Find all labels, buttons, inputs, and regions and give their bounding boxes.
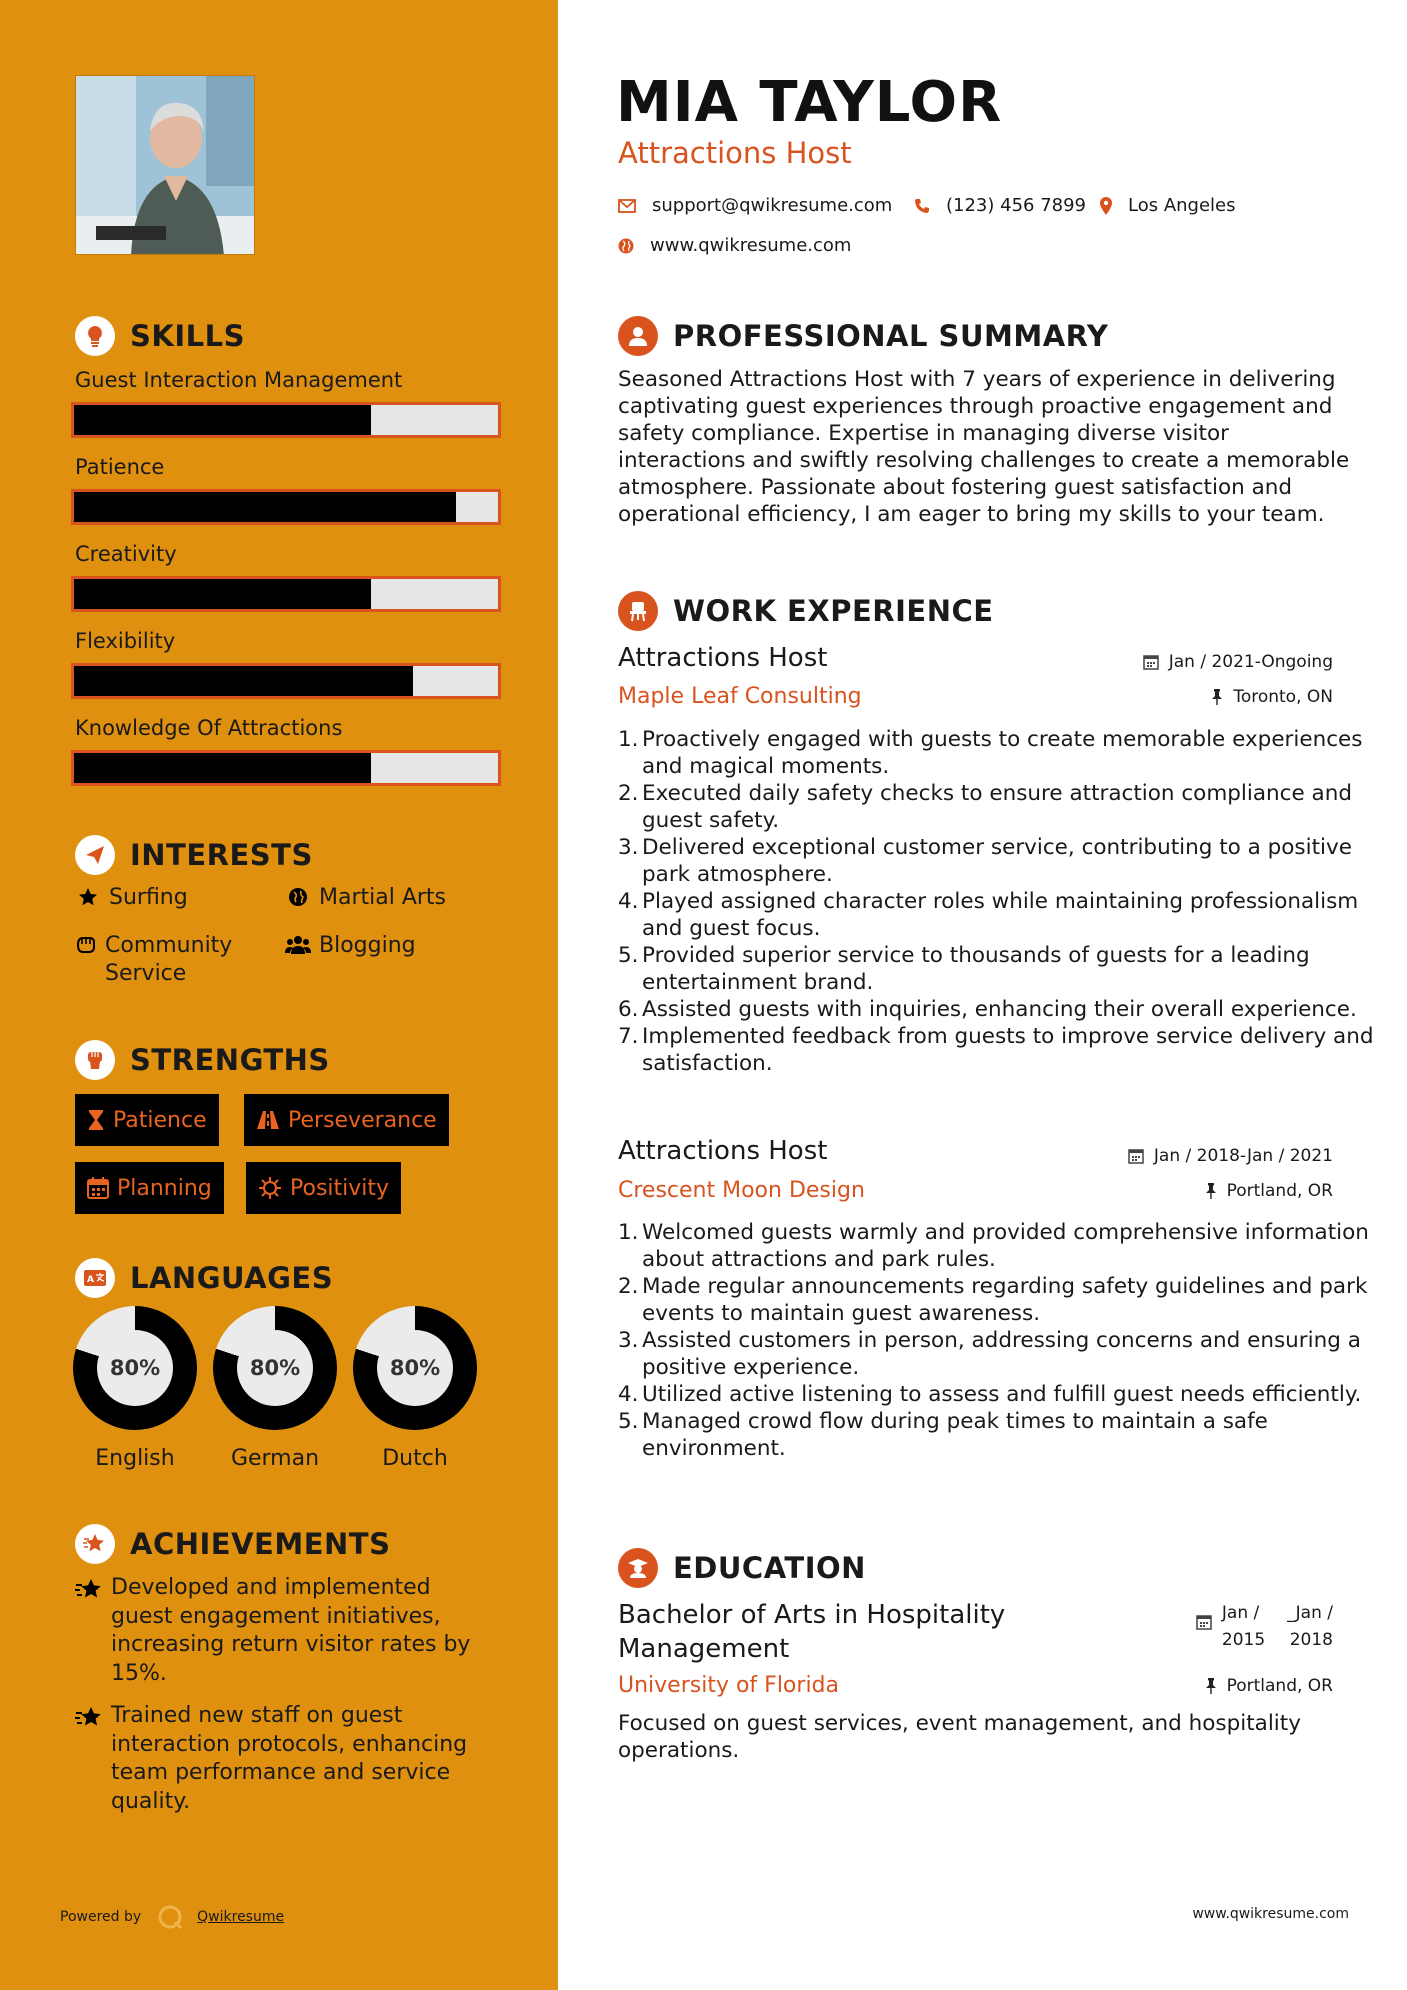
- job-bullets: [618, 726, 1378, 1077]
- skill-bar: [71, 750, 501, 786]
- skill-bar: [71, 576, 501, 612]
- summary-title: PROFESSIONAL SUMMARY: [673, 319, 1109, 353]
- interest-label: Martial Arts: [319, 885, 447, 910]
- job-dates-text: Jan / 2021-Ongoing: [1168, 652, 1333, 672]
- experience-header: [618, 591, 994, 631]
- bullet-text: Assisted customers in person, addressing concerns and ensuring a positive experience.: [642, 1328, 1361, 1380]
- skill-bar-fill: [74, 405, 371, 435]
- strength-label: Perseverance: [288, 1107, 437, 1133]
- language-name: Dutch: [382, 1446, 448, 1471]
- hands-icon: [75, 932, 97, 955]
- candidate-role: Attractions Host: [618, 136, 852, 170]
- languages-header: [75, 1258, 333, 1298]
- education-title: EDUCATION: [673, 1551, 866, 1585]
- skill-name: Patience: [75, 455, 165, 479]
- achievement-item: [75, 1574, 495, 1688]
- list-item: 5. Managed crowd flow during peak times to maintain a safe environment.: [618, 1408, 1378, 1462]
- skill-bar-fill: [74, 753, 371, 783]
- strengths-header: [75, 1040, 330, 1080]
- language-item: [213, 1306, 337, 1471]
- job-company: Maple Leaf Consulting: [618, 684, 862, 709]
- achievements-title: ACHIEVEMENTS: [130, 1527, 391, 1561]
- calendar-icon: [87, 1177, 109, 1199]
- interest-item: [285, 884, 446, 912]
- job-dates-text: Jan / 2018-Jan / 2021: [1153, 1146, 1333, 1166]
- strength-tag: [246, 1162, 401, 1214]
- job-dates: [1143, 652, 1333, 672]
- strength-label: Planning: [117, 1175, 212, 1201]
- location-text: Los Angeles: [1128, 195, 1236, 216]
- education-location: [1205, 1676, 1333, 1696]
- powered-by: [60, 1904, 284, 1930]
- star-icon: [75, 884, 101, 907]
- education-end-month: _Jan /: [1287, 1603, 1333, 1623]
- achievement-text: Developed and implemented guest engagement initiatives, increasing return visitor rates by 15%.: [111, 1575, 471, 1686]
- candidate-name: MIA TAYLOR: [616, 70, 1003, 135]
- skill-name: Creativity: [75, 542, 177, 566]
- language-ring: [73, 1306, 197, 1430]
- email-text[interactable]: support@qwikresume.com: [652, 195, 893, 216]
- education-end: [1287, 1600, 1333, 1654]
- language-ring: [213, 1306, 337, 1430]
- strength-tag: [75, 1162, 224, 1214]
- strength-label: Positivity: [290, 1175, 390, 1201]
- interest-label: Blogging: [319, 933, 416, 958]
- list-item: 4. Utilized active listening to assess and fulfill guest needs efficiently.: [618, 1382, 1362, 1407]
- achievement-text: Trained new staff on guest interaction protocols, enhancing team performance and service quality.: [111, 1703, 468, 1814]
- job-company: Crescent Moon Design: [618, 1178, 865, 1203]
- bullet-text: Made regular announcements regarding safety guidelines and park events to maintain guest awareness.: [642, 1274, 1368, 1326]
- interest-label: Community Service: [105, 933, 233, 986]
- qwikresume-logo-icon: [157, 1904, 183, 1930]
- contact-website: [618, 235, 851, 256]
- school-name: University of Florida: [618, 1673, 839, 1698]
- language-icon: [75, 1258, 115, 1298]
- list-item: 3. Assisted customers in person, addressing concerns and ensuring a positive experience.: [618, 1327, 1378, 1381]
- star-badge-icon: [75, 1702, 111, 1816]
- list-item: 2. Made regular announcements regarding safety guidelines and park events to maintain guest awareness.: [618, 1273, 1378, 1327]
- language-percent: 80%: [237, 1330, 313, 1406]
- list-item: 4. Played assigned character roles while maintaining professionalism and guest focus.: [618, 888, 1378, 942]
- star-badge-icon: [75, 1574, 111, 1688]
- list-item: 6. Assisted guests with inquiries, enhancing their overall experience.: [618, 997, 1357, 1022]
- award-icon: [75, 1524, 115, 1564]
- degree-title: Bachelor of Arts in Hospitality Management: [618, 1600, 1006, 1664]
- contact-phone: [914, 195, 1086, 216]
- road-icon: [256, 1110, 280, 1130]
- powered-by-label: Powered by: [60, 1909, 142, 1925]
- qwikresume-link[interactable]: Qwikresume: [197, 1909, 285, 1925]
- language-percent: 80%: [97, 1330, 173, 1406]
- language-percent: 80%: [377, 1330, 453, 1406]
- skill-bar: [71, 402, 501, 438]
- skills-header: [75, 316, 245, 356]
- job-location-text: Toronto, ON: [1233, 687, 1333, 707]
- list-item: 5. Provided superior service to thousands of guests for a leading entertainment brand.: [618, 942, 1378, 996]
- users-icon: [285, 932, 311, 955]
- sun-icon: [258, 1176, 282, 1200]
- bullet-text: Executed daily safety checks to ensure attraction compliance and guest safety.: [642, 781, 1352, 833]
- website-text[interactable]: www.qwikresume.com: [650, 235, 852, 256]
- bullet-text: Delivered exceptional customer service, contributing to a positive park atmosphere.: [642, 835, 1352, 887]
- skill-bar-fill: [74, 579, 371, 609]
- list-item: 1. Welcomed guests warmly and provided comprehensive information about attractions and park rules.: [618, 1219, 1378, 1273]
- globe-icon: [285, 884, 311, 907]
- lightbulb-icon: [75, 316, 115, 356]
- bullet-text: Provided superior service to thousands of guests for a leading entertainment brand.: [642, 943, 1310, 995]
- job-bullets: [618, 1219, 1378, 1462]
- map-pin-icon: [1100, 197, 1112, 215]
- phone-icon: [914, 198, 930, 214]
- experience-title: WORK EXPERIENCE: [673, 594, 994, 628]
- bullet-text: Assisted guests with inquiries, enhancing their overall experience.: [642, 997, 1357, 1022]
- main-content: [558, 0, 1407, 1990]
- interests-title: INTERESTS: [130, 838, 313, 872]
- bullet-text: Played assigned character roles while maintaining professionalism and guest focus.: [642, 889, 1359, 941]
- job-dates: [1128, 1146, 1333, 1166]
- language-name: German: [230, 1446, 320, 1471]
- phone-text[interactable]: (123) 456 7899: [946, 195, 1087, 216]
- footer-website[interactable]: www.qwikresume.com: [1192, 1906, 1349, 1922]
- paper-plane-icon: [75, 835, 115, 875]
- summary-text: Seasoned Attractions Host with 7 years of experience in delivering captivating guest experiences through proactive engagement and safety compliance. Expertise in managing diverse visitor interactions and swiftly resolving challenges to create a memorable atmosphere. Passionate about fostering guest satisfaction and operational efficiency, I am eager to bring my skills to your team.: [618, 367, 1350, 527]
- education-dates: [1196, 1600, 1333, 1654]
- pushpin-icon: [1205, 1678, 1217, 1694]
- pushpin-icon: [1211, 689, 1223, 705]
- achievement-item: [75, 1702, 495, 1816]
- list-item: 1. Proactively engaged with guests to create memorable experiences and magical moments.: [618, 726, 1378, 780]
- calendar-icon: [1196, 1614, 1212, 1630]
- interest-item: [75, 884, 188, 912]
- sidebar: [0, 0, 558, 1990]
- summary-header: [618, 316, 1108, 356]
- languages-title: LANGUAGES: [130, 1261, 334, 1295]
- education-header: [618, 1548, 866, 1588]
- interest-label: Surfing: [109, 885, 188, 910]
- bullet-text: Managed crowd flow during peak times to maintain a safe environment.: [642, 1409, 1268, 1461]
- bullet-text: Implemented feedback from guests to improve service delivery and satisfaction.: [642, 1024, 1374, 1076]
- skill-bar-fill: [74, 666, 413, 696]
- bullet-text: Welcomed guests warmly and provided comprehensive information about attractions and park rules.: [642, 1220, 1369, 1272]
- skill-name: Guest Interaction Management: [75, 368, 403, 392]
- education-location-text: Portland, OR: [1226, 1676, 1333, 1696]
- education-start-year: 2015: [1221, 1630, 1266, 1650]
- calendar-icon: [1128, 1148, 1144, 1164]
- user-icon: [618, 316, 658, 356]
- chair-icon: [618, 591, 658, 631]
- interest-item: [285, 932, 416, 960]
- strength-tag: [75, 1094, 219, 1146]
- envelope-icon: [618, 199, 636, 213]
- skill-bar: [71, 663, 501, 699]
- skills-title: SKILLS: [130, 319, 245, 353]
- language-name: English: [95, 1446, 175, 1471]
- list-item: 7. Implemented feedback from guests to improve service delivery and satisfaction.: [618, 1023, 1378, 1077]
- interest-item: [75, 932, 275, 988]
- education-description: Focused on guest services, event management, and hospitality operations.: [618, 1711, 1301, 1763]
- bullet-text: Proactively engaged with guests to create memorable experiences and magical moments.: [642, 727, 1363, 779]
- interests-header: [75, 835, 313, 875]
- list-item: 2. Executed daily safety checks to ensure attraction compliance and guest safety.: [618, 780, 1378, 834]
- pushpin-icon: [1205, 1183, 1217, 1199]
- profile-photo: [75, 75, 255, 255]
- job-title: Attractions Host: [618, 1136, 828, 1166]
- list-item: 3. Delivered exceptional customer service, contributing to a positive park atmosphere.: [618, 834, 1378, 888]
- job-location: [1211, 687, 1333, 707]
- hourglass-icon: [87, 1109, 105, 1131]
- language-item: [73, 1306, 197, 1471]
- job-location-text: Portland, OR: [1226, 1181, 1333, 1201]
- globe-icon: [618, 238, 634, 254]
- job-title: Attractions Host: [618, 643, 828, 673]
- calendar-icon: [1143, 654, 1159, 670]
- skill-bar: [71, 489, 501, 525]
- fist-icon: [75, 1040, 115, 1080]
- language-ring: [353, 1306, 477, 1430]
- graduate-icon: [618, 1548, 658, 1588]
- strength-tag: [244, 1094, 449, 1146]
- contact-email: [618, 195, 892, 216]
- education-start-month: Jan /: [1221, 1603, 1260, 1623]
- contact-location: [1100, 195, 1236, 216]
- bullet-text: Utilized active listening to assess and fulfill guest needs efficiently.: [642, 1382, 1362, 1407]
- strengths-title: STRENGTHS: [130, 1043, 330, 1077]
- job-location: [1205, 1181, 1333, 1201]
- skill-bar-fill: [74, 492, 456, 522]
- education-end-year: 2018: [1289, 1630, 1333, 1650]
- skill-name: Flexibility: [75, 629, 176, 653]
- education-start: [1222, 1600, 1265, 1654]
- language-item: [353, 1306, 477, 1471]
- achievements-header: [75, 1524, 390, 1564]
- skill-name: Knowledge Of Attractions: [75, 716, 343, 740]
- strength-label: Patience: [113, 1107, 207, 1133]
- svg-text:A: A: [87, 1275, 94, 1285]
